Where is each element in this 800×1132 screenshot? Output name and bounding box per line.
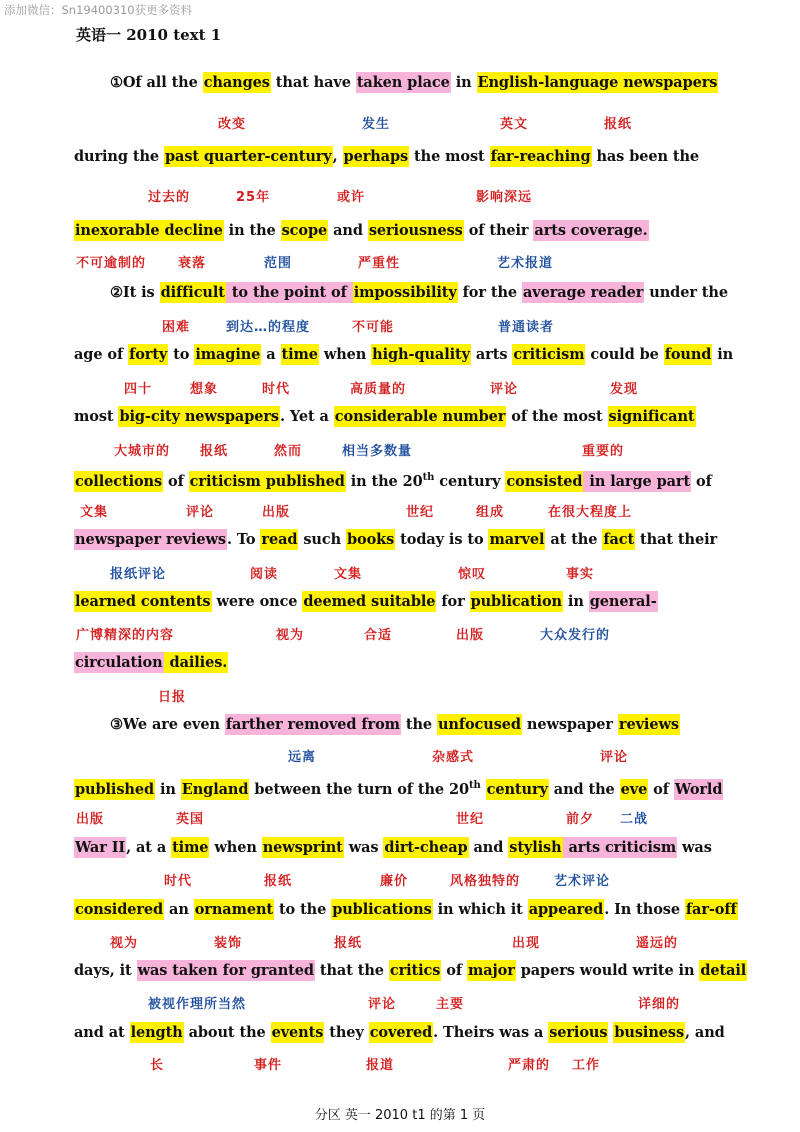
- gloss-annotation: 报纸评论: [110, 567, 167, 582]
- gloss-annotation: 想象: [190, 382, 219, 397]
- passage-line: [74, 406, 696, 430]
- text-run: an: [164, 901, 194, 918]
- highlight-vocab: deemed suitable: [303, 593, 436, 610]
- gloss-annotation: 相当多数量: [342, 444, 413, 459]
- highlight-vocab: considered: [75, 901, 164, 918]
- highlight-phrase: was taken for granted: [137, 962, 314, 979]
- gloss-annotation: 发生: [362, 117, 391, 132]
- gloss-annotation: 前夕: [566, 812, 595, 827]
- text-run: and the: [548, 780, 620, 798]
- gloss-annotation: 远离: [288, 750, 317, 765]
- highlight-vocab: critics: [389, 962, 441, 979]
- text-run: in: [155, 780, 181, 798]
- gloss-annotation: 广博精深的内容: [76, 628, 175, 643]
- highlight-vocab: stylish: [509, 839, 562, 856]
- highlight-vocab: learned contents: [75, 593, 211, 610]
- gloss-annotation: 出现: [512, 936, 541, 951]
- highlight-vocab: past quarter-century: [164, 148, 332, 165]
- gloss-annotation: 评论: [186, 505, 215, 520]
- text-run: to the: [274, 901, 332, 918]
- gloss-annotation: 发现: [610, 382, 639, 397]
- highlight-vocab: time: [172, 839, 209, 856]
- text-run: was: [343, 839, 384, 856]
- text-run: th: [422, 472, 435, 483]
- highlight-vocab: fact: [603, 531, 635, 548]
- text-run: century: [434, 472, 506, 490]
- text-run: of their: [463, 222, 534, 239]
- highlight-phrase: average reader: [522, 284, 644, 301]
- passage-line: [110, 72, 718, 96]
- highlight-vocab: England: [181, 780, 249, 798]
- gloss-annotation: 出版: [262, 505, 291, 520]
- highlight-phrase: arts criticism: [563, 839, 677, 856]
- passage-line: [74, 529, 717, 553]
- highlight-vocab: publication: [470, 593, 562, 610]
- highlight-vocab: big-city newspapers: [119, 408, 279, 425]
- text-run: were once: [211, 593, 303, 610]
- text-run: days, it: [74, 962, 137, 979]
- gloss-annotation: 严肃的: [508, 1058, 551, 1073]
- gloss-annotation: 报纸: [604, 117, 633, 132]
- passage-line: [74, 899, 738, 923]
- gloss-annotation: 英国: [176, 812, 205, 827]
- gloss-annotation: 大众发行的: [540, 628, 611, 643]
- text-run: at the: [545, 531, 603, 548]
- gloss-annotation: 报纸: [264, 874, 293, 889]
- gloss-annotation: 评论: [368, 997, 397, 1012]
- highlight-phrase: World: [674, 780, 723, 798]
- gloss-annotation: 困难: [162, 320, 191, 335]
- gloss-annotation: 然而: [274, 444, 303, 459]
- gloss-annotation: 衰落: [178, 256, 207, 271]
- highlight-vocab: criticism: [513, 346, 585, 363]
- passage-line: [74, 652, 228, 676]
- gloss-annotation: 不可逾制的: [76, 256, 147, 271]
- text-run: when: [318, 346, 372, 363]
- text-run: when: [209, 839, 262, 856]
- gloss-annotation: 视为: [110, 936, 139, 951]
- highlight-vocab: newsprint: [262, 839, 343, 856]
- highlight-vocab: seriousness: [368, 222, 463, 239]
- highlight-vocab: length: [130, 1024, 183, 1041]
- gloss-annotation: 过去的: [148, 190, 191, 205]
- highlight-vocab: century: [486, 780, 548, 798]
- gloss-annotation: 事件: [254, 1058, 283, 1073]
- highlight-phrase: general-: [589, 593, 657, 610]
- gloss-annotation: 工作: [572, 1058, 601, 1073]
- highlight-phrase: circulation: [75, 654, 163, 671]
- text-run: , at a: [126, 839, 172, 856]
- text-run: and at: [74, 1024, 130, 1041]
- gloss-annotation: 被视作理所当然: [148, 997, 247, 1012]
- gloss-annotation: 世纪: [456, 812, 485, 827]
- highlight-vocab: consisted: [506, 472, 583, 490]
- gloss-annotation: 到达…的程度: [226, 320, 311, 335]
- gloss-annotation: 阅读: [250, 567, 279, 582]
- text-run: for the: [457, 284, 522, 301]
- text-run: ③We are even: [110, 716, 225, 733]
- text-run: , and: [685, 1024, 725, 1041]
- highlight-vocab: reviews: [618, 716, 679, 733]
- highlight-vocab: time: [281, 346, 318, 363]
- highlight-vocab: publications: [332, 901, 432, 918]
- passage-line: [74, 837, 712, 861]
- gloss-annotation: 大城市的: [114, 444, 171, 459]
- gloss-annotation: 合适: [364, 628, 393, 643]
- highlight-vocab: business: [614, 1024, 685, 1041]
- passage-line: [74, 344, 733, 368]
- gloss-annotation: 出版: [76, 812, 105, 827]
- text-run: under the: [644, 284, 728, 301]
- highlight-phrase: in large part: [584, 472, 691, 490]
- text-run: could be: [585, 346, 664, 363]
- highlight-vocab: found: [664, 346, 712, 363]
- highlight-vocab: inexorable decline: [75, 222, 223, 239]
- gloss-annotation: 重要的: [582, 444, 625, 459]
- highlight-vocab: scope: [281, 222, 328, 239]
- gloss-annotation: 严重性: [358, 256, 401, 271]
- gloss-annotation: 报道: [366, 1058, 395, 1073]
- highlight-vocab: published: [75, 780, 155, 798]
- text-run: ,: [332, 148, 343, 165]
- text-run: a: [261, 346, 281, 363]
- highlight-vocab: perhaps: [343, 148, 409, 165]
- highlight-phrase: arts coverage.: [534, 222, 648, 239]
- gloss-annotation: 风格独特的: [450, 874, 521, 889]
- gloss-annotation: 艺术评论: [554, 874, 611, 889]
- text-run: of: [648, 780, 674, 798]
- highlight-phrase: War II: [75, 839, 126, 856]
- gloss-annotation: 事实: [566, 567, 595, 582]
- highlight-vocab: changes: [203, 74, 270, 91]
- text-run: in the 20: [345, 472, 423, 490]
- text-run: of: [441, 962, 467, 979]
- text-run: that the: [314, 962, 389, 979]
- highlight-vocab: eve: [620, 780, 648, 798]
- highlight-vocab: unfocused: [437, 716, 521, 733]
- text-run: about the: [183, 1024, 271, 1041]
- gloss-annotation: 评论: [600, 750, 629, 765]
- passage-line: [110, 714, 680, 738]
- page-footer: 分区 英一 2010 t1 的第 1 页: [314, 1108, 486, 1123]
- highlight-vocab: far-reaching: [490, 148, 591, 165]
- passage-line: [74, 220, 649, 244]
- passage-line: [74, 775, 723, 799]
- text-run: was: [677, 839, 712, 856]
- highlight-vocab: appeared: [528, 901, 604, 918]
- text-run: . Yet a: [279, 408, 334, 425]
- gloss-annotation: 主要: [436, 997, 465, 1012]
- text-run: in: [712, 346, 734, 363]
- gloss-annotation: 报纸: [200, 444, 229, 459]
- highlight-vocab: books: [347, 531, 395, 548]
- gloss-annotation: 文集: [334, 567, 363, 582]
- text-run: during the: [74, 148, 164, 165]
- highlight-vocab: collections: [75, 472, 163, 490]
- text-run: they: [324, 1024, 369, 1041]
- gloss-annotation: 视为: [276, 628, 305, 643]
- highlight-vocab: marvel: [489, 531, 545, 548]
- text-run: that their: [635, 531, 718, 548]
- highlight-phrase: farther removed from: [225, 716, 400, 733]
- text-run: and: [328, 222, 368, 239]
- highlight-phrase: newspaper reviews: [75, 531, 226, 548]
- text-run: arts: [470, 346, 513, 363]
- passage-line: [74, 960, 747, 984]
- highlight-vocab: far-off: [685, 901, 737, 918]
- text-run: of: [691, 472, 712, 490]
- passage-line: [74, 467, 712, 491]
- text-run: and: [468, 839, 509, 856]
- gloss-annotation: 或许: [337, 190, 366, 205]
- passage-line: [74, 1022, 725, 1046]
- highlight-vocab: high-quality: [372, 346, 470, 363]
- highlight-vocab: read: [261, 531, 298, 548]
- text-run: ②It is: [110, 284, 160, 301]
- highlight-vocab: significant: [608, 408, 695, 425]
- highlight-vocab: ornament: [194, 901, 273, 918]
- gloss-annotation: 日报: [158, 690, 187, 705]
- gloss-annotation: 二战: [620, 812, 649, 827]
- gloss-annotation: 惊叹: [458, 567, 487, 582]
- gloss-annotation: 艺术报道: [497, 256, 554, 271]
- highlight-vocab: criticism published: [189, 472, 345, 490]
- text-run: such: [298, 531, 346, 548]
- gloss-annotation: 装饰: [214, 936, 243, 951]
- gloss-annotation: 报纸: [334, 936, 363, 951]
- text-run: papers would write in: [515, 962, 700, 979]
- text-run: for: [436, 593, 470, 610]
- text-run: of: [163, 472, 189, 490]
- gloss-annotation: 长: [150, 1058, 165, 1073]
- text-run: . In those: [604, 901, 685, 918]
- passage-line: [110, 282, 728, 306]
- gloss-annotation: 四十: [124, 382, 153, 397]
- highlight-phrase: taken place: [356, 74, 450, 91]
- passage-line: [74, 591, 658, 615]
- text-run: [481, 781, 486, 798]
- text-run: the most: [409, 148, 490, 165]
- gloss-annotation: 出版: [456, 628, 485, 643]
- text-run: in the: [223, 222, 281, 239]
- text-run: most: [74, 408, 119, 425]
- gloss-annotation: 影响深远: [476, 190, 533, 205]
- text-run: has been the: [591, 148, 700, 165]
- gloss-annotation: 杂感式: [432, 750, 475, 765]
- passage-line: [74, 146, 699, 170]
- highlight-vocab: difficult: [160, 284, 225, 301]
- highlight-vocab: detail: [700, 962, 747, 979]
- highlight-vocab: dirt-cheap: [384, 839, 468, 856]
- highlight-vocab: covered: [369, 1024, 433, 1041]
- text-run: between the turn of the 20: [249, 780, 469, 798]
- gloss-annotation: 改变: [218, 117, 247, 132]
- highlight-vocab: forty: [129, 346, 168, 363]
- text-run: in: [562, 593, 589, 610]
- gloss-annotation: 英文: [500, 117, 529, 132]
- highlight-vocab: imagine: [195, 346, 261, 363]
- gloss-annotation: 评论: [490, 382, 519, 397]
- highlight-phrase: to the point of: [226, 284, 352, 301]
- gloss-annotation: 文集: [80, 505, 109, 520]
- text-run: the: [400, 716, 437, 733]
- text-run: that have: [270, 74, 356, 91]
- highlight-vocab: dailies.: [164, 654, 228, 671]
- text-run: . Theirs was a: [433, 1024, 549, 1041]
- gloss-annotation: 时代: [164, 874, 193, 889]
- text-run: in which it: [432, 901, 528, 918]
- text-run: ①Of all the: [110, 74, 203, 91]
- text-run: today is to: [395, 531, 489, 548]
- watermark: 添加微信：Sn19400310获更多资料: [4, 3, 193, 17]
- gloss-annotation: 廉价: [380, 874, 409, 889]
- text-run: th: [468, 780, 481, 791]
- gloss-annotation: 遥远的: [636, 936, 679, 951]
- gloss-annotation: 普通读者: [498, 320, 555, 335]
- highlight-vocab: serious: [549, 1024, 608, 1041]
- highlight-vocab: impossibility: [353, 284, 457, 301]
- gloss-annotation: 时代: [262, 382, 291, 397]
- gloss-annotation: 详细的: [638, 997, 681, 1012]
- highlight-vocab: major: [467, 962, 515, 979]
- highlight-vocab: English-language newspapers: [477, 74, 718, 91]
- gloss-annotation: 范围: [264, 256, 293, 271]
- text-run: in: [450, 74, 477, 91]
- text-run: to: [168, 346, 195, 363]
- gloss-annotation: 在很大程度上: [548, 505, 633, 520]
- text-run: of the most: [506, 408, 608, 425]
- gloss-annotation: 高质量的: [350, 382, 407, 397]
- text-run: . To: [226, 531, 261, 548]
- text-run: age of: [74, 346, 129, 363]
- gloss-annotation: 25年: [236, 190, 271, 205]
- gloss-annotation: 组成: [476, 505, 505, 520]
- highlight-vocab: considerable number: [334, 408, 506, 425]
- text-run: newspaper: [521, 716, 618, 733]
- gloss-annotation: 世纪: [406, 505, 435, 520]
- gloss-annotation: 不可能: [352, 320, 395, 335]
- highlight-vocab: events: [271, 1024, 324, 1041]
- page-title: 英语一 2010 text 1: [76, 26, 222, 44]
